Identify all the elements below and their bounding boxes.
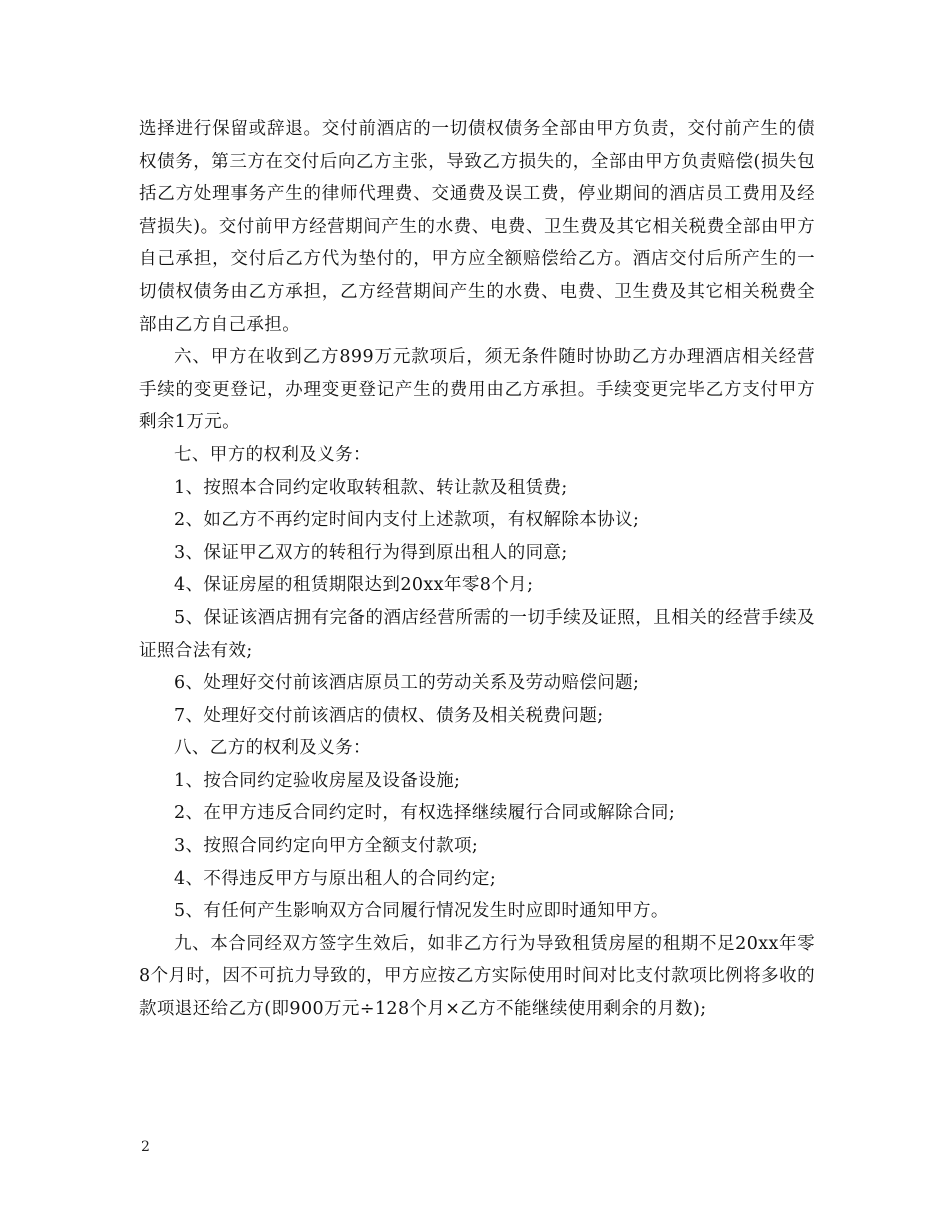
heading-section-7: 七、甲方的权利及义务： — [174, 444, 371, 465]
list-item: 2、在甲方违反合同约定时，有权选择继续履行合同或解除合同; — [174, 803, 676, 824]
list-item: 1、按合同约定验收房屋及设备设施; — [174, 770, 461, 791]
document-body — [139, 113, 815, 1026]
list-item: 4、保证房屋的租赁期限达到20xx年零8个月; — [174, 575, 534, 596]
paragraph-section-6: 六、甲方在收到乙方899万元款项后，须无条件随时协助乙方办理酒店相关经营手续的变更登记，办理变更登记产生的费用由乙方承担。手续变更完毕乙方支付甲方剩余1万元。 — [139, 347, 815, 433]
list-item: 3、保证甲乙双方的转租行为得到原出租人的同意; — [174, 542, 568, 563]
heading-section-8: 八、乙方的权利及义务： — [174, 738, 371, 759]
list-item: 4、不得违反甲方与原出租人的合同约定; — [174, 868, 497, 889]
page-number: 2 — [141, 1139, 150, 1155]
paragraph-section-9: 九、本合同经双方签字生效后，如非乙方行为导致租赁房屋的租期不足20xx年零8个月时，因不可抗力导致的，甲方应按乙方实际使用时间对比支付款项比例将多收的款项退还给乙方(即900万元÷128个月×乙方不能继续使用剩余的月数); — [139, 933, 815, 1020]
list-item: 5、保证该酒店拥有完备的酒店经营所需的一切手续及证照，且相关的经营手续及证照合法有效; — [139, 607, 815, 661]
list-item: 1、按照本合同约定收取转租款、转让款及租赁费; — [174, 477, 568, 498]
list-item: 5、有任何产生影响双方合同履行情况发生时应即时通知甲方。 — [174, 901, 669, 922]
list-item: 6、处理好交付前该酒店原员工的劳动关系及劳动赔偿问题; — [174, 673, 640, 694]
list-item: 3、按照合同约定向甲方全额支付款项; — [174, 836, 479, 857]
paragraph-continued: 选择进行保留或辞退。交付前酒店的一切债权债务全部由甲方负责，交付前产生的债权债务，第三方在交付后向乙方主张，导致乙方损失的，全部由甲方负责赔偿(损失包括乙方处理事务产生的律师代理费、交通费及误工费，停业期间的酒店员工费用及经营损失)。交付前甲方经营期间产生的水费、电费、卫生费及其它相关税费全部由甲方自己承担，交付后乙方代为垫付的，甲方应全额赔偿给乙方。酒店交付后所产生的一切债权债务由乙方承担，乙方经营期间产生的水费、电费、卫生费及其它相关税费全部由乙方自己承担。 — [139, 119, 815, 335]
list-item: 7、处理好交付前该酒店的债权、债务及相关税费问题; — [174, 705, 604, 726]
list-item: 2、如乙方不再约定时间内支付上述款项，有权解除本协议; — [174, 510, 640, 531]
